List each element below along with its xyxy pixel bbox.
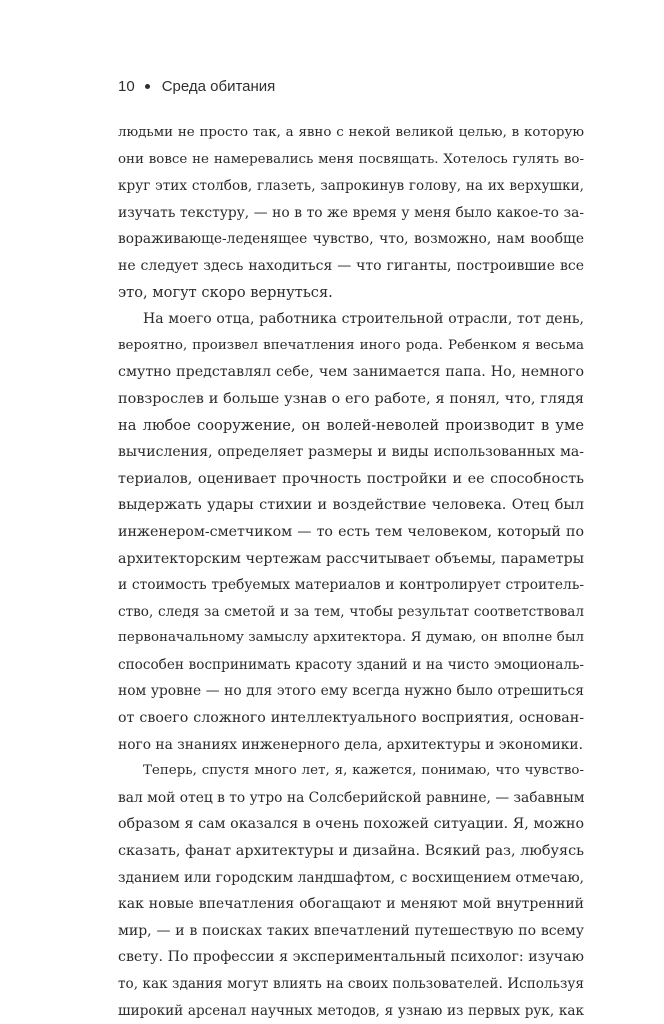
text-line: они вовсе не намеревались меня посвящать. Хотелось гулять во- <box>118 151 584 167</box>
running-head <box>118 74 275 98</box>
text-line: людьми не просто так, а явно с некой великой целью, в которую <box>118 125 584 140</box>
text-line: вал мой отец в то утро на Солсберийской равнине, — забавным <box>118 789 584 806</box>
text-line: свету. По профессии я экспериментальный психолог: изучаю <box>118 949 584 966</box>
paragraph <box>118 120 584 306</box>
text-line: смутно представлял себе, чем занимается папа. Но, немного <box>118 364 584 381</box>
text-line: ном уровне — но для этого ему всегда нужно было отрешиться <box>118 683 584 700</box>
text-line: то, как здания могут влиять на своих пользователей. Используя <box>118 976 584 992</box>
text-line: способен воспринимать красоту зданий и на чисто эмоциональ- <box>118 656 584 673</box>
text-line: как новые впечатления обогащают и меняют мой внутренний <box>118 896 584 913</box>
text-line: инженером-сметчиком — то есть тем человеком, который по <box>118 523 584 540</box>
section-title: Среда обитания <box>161 77 276 95</box>
text-line: архитекторским чертежам рассчитывает объемы, параметры <box>118 550 584 567</box>
text-line: зданием или городским ландшафтом, с восхищением отмечаю, <box>118 869 584 886</box>
page-number: 10 <box>118 77 135 95</box>
text-line: изучать текстуру, — но в то же время у меня было какое-то за- <box>118 204 584 221</box>
text-line: не следует здесь находиться — что гиганты, построившие все <box>118 257 584 274</box>
text-line: териалов, оценивает прочность постройки и ее способность <box>118 470 584 487</box>
text-line: сказать, фанат архитектуры и дизайна. Всякий раз, любуясь <box>118 843 584 860</box>
text-line: выдержать удары стихии и воздействие человека. Отец был <box>118 497 584 514</box>
text-line: ного на знаниях инженерного дела, архитектуры и экономики. <box>118 736 583 753</box>
text-line: широкий арсенал научных методов, я узнаю из первых рук, как <box>118 1002 584 1019</box>
text-line: вораживающе-леденящее чувство, что, возможно, нам вообще <box>118 231 584 248</box>
text-line: вероятно, произвел впечатления иного рода. Ребенком я весьма <box>118 337 584 353</box>
body-text <box>118 120 584 1024</box>
text-line: первоначальному замыслу архитектора. Я думаю, он вполне был <box>118 630 584 646</box>
text-line: На моего отца, работника строительной отрасли, тот день, <box>143 311 584 328</box>
text-line: на любое сооружение, он волей-неволей производит в уме <box>118 416 584 434</box>
text-line: вычисления, определяет размеры и виды использованных ма- <box>118 444 584 461</box>
bullet-separator-icon <box>145 84 150 89</box>
text-line: круг этих столбов, глазеть, запрокинув голову, на их верхушки, <box>118 178 584 195</box>
text-line: и стоимость требуемых материалов и контролирует строитель- <box>118 577 584 594</box>
text-line: повзрослев и больше узнав о его работе, я понял, что, глядя <box>118 390 584 407</box>
text-line: это, могут скоро вернуться. <box>118 283 333 301</box>
paragraph <box>118 306 584 758</box>
paragraph <box>118 758 584 1024</box>
text-line: ство, следя за сметой и за тем, чтобы результат соответствовал <box>118 603 584 620</box>
text-line: образом я сам оказался в очень похожей ситуации. Я, можно <box>118 816 584 833</box>
text-line: от своего сложного интеллектуального восприятия, основан- <box>118 710 584 727</box>
text-line: мир, — и в поисках таких впечатлений путешествую по всему <box>118 922 584 939</box>
text-line: Теперь, спустя много лет, я, кажется, понимаю, что чувство- <box>143 763 584 779</box>
